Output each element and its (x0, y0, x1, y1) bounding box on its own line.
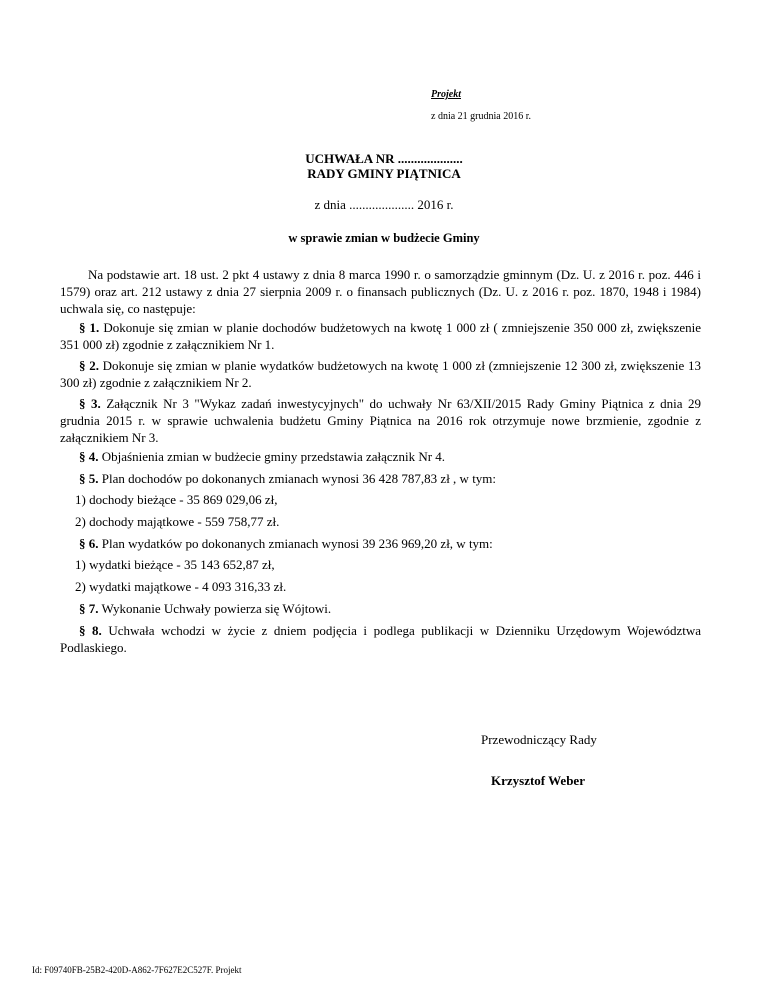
paragraph-text: Plan dochodów po dokonanych zmianach wynosi 36 428 787,83 zł , w tym: (98, 471, 497, 486)
paragraph-number: § 8. (79, 623, 102, 638)
resolution-subject: w sprawie zmian w budżecie Gminy (288, 231, 480, 245)
paragraph-2 (60, 357, 701, 391)
income-capital: 2) dochody majątkowe - 559 758,77 zł. (75, 514, 280, 529)
expense-capital: 2) wydatki majątkowe - 4 093 316,33 zł. (75, 579, 287, 594)
paragraph-7 (60, 600, 701, 617)
expense-current: 1) wydatki bieżące - 35 143 652,87 zł, (75, 557, 275, 572)
paragraph-text: Dokonuje się zmian w planie wydatków budżetowych na kwotę 1 000 zł (zmniejszenie 12 300 zł, zwiększenie 13 300 zł) zgodnie z załącznikiem Nr 2. (60, 358, 702, 390)
paragraph-number: § 3. (79, 396, 101, 411)
paragraph-1 (60, 319, 701, 353)
paragraph-number: § 7. (79, 601, 99, 616)
signature-name: Krzysztof Weber (491, 773, 585, 788)
draft-label: Projekt (431, 89, 461, 100)
paragraph-4 (60, 448, 701, 465)
paragraph-number: § 1. (79, 320, 100, 335)
paragraph-number: § 5. (79, 471, 99, 486)
paragraph-8 (60, 622, 701, 656)
paragraph-number: § 6. (79, 536, 99, 551)
draft-date: z dnia 21 grudnia 2016 r. (431, 111, 531, 122)
paragraph-text: Plan wydatków po dokonanych zmianach wynosi 39 236 969,20 zł, w tym: (98, 536, 493, 551)
signature-role: Przewodniczący Rady (481, 732, 597, 747)
council-name: RADY GMINY PIĄTNICA (307, 166, 461, 181)
paragraph-text: Załącznik Nr 3 "Wykaz zadań inwestycyjnych" do uchwały Nr 63/XII/2015 Rady Gminy Piątnica z dnia 29 grudnia 2015 r. w sprawie uchwalenia budżetu Gminy Piątnica na 2016 rok otrzymuje nowe brzmienie, zgodnie z załącznikiem Nr 3. (60, 396, 701, 445)
income-current: 1) dochody bieżące - 35 869 029,06 zł, (75, 492, 278, 507)
paragraph-5 (60, 470, 701, 487)
paragraph-number: § 2. (79, 358, 99, 373)
paragraph-6 (60, 535, 701, 552)
paragraph-text: Wykonanie Uchwały powierza się Wójtowi. (98, 601, 332, 616)
document-id-footer: Id: F09740FB-25B2-420D-A862-7F627E2C527F. Projekt (32, 965, 242, 975)
resolution-date: z dnia .................... 2016 r. (314, 197, 454, 212)
paragraph-text: Objaśnienia zmian w budżecie gminy przedstawia załącznik Nr 4. (98, 449, 446, 464)
paragraph-text: Uchwała wchodzi w życie z dniem podjęcia i podlega publikacji w Dzienniku Urzędowym Województwa Podlaskiego. (60, 623, 702, 655)
paragraph-number: § 4. (79, 449, 99, 464)
paragraph-3 (60, 395, 701, 446)
paragraph-text: Dokonuje się zmian w planie dochodów budżetowych na kwotę 1 000 zł ( zmniejszenie 350 000 zł, zwiększenie 351 000 zł) zgodnie z załącznikiem Nr 1. (60, 320, 701, 352)
resolution-number: UCHWAŁA NR .................... (305, 151, 463, 166)
legal-basis: Na podstawie art. 18 ust. 2 pkt 4 ustawy z dnia 8 marca 1990 r. o samorządzie gminnym (Dz. U. z 2016 r. poz. 446 i 1579) oraz art. 212 ustawy z dnia 27 sierpnia 2009 r. o finansach publicznych (Dz. U. z 2016 r. poz. 1870, 1948 i 1984) uchwala się, co następuje: (60, 267, 701, 316)
